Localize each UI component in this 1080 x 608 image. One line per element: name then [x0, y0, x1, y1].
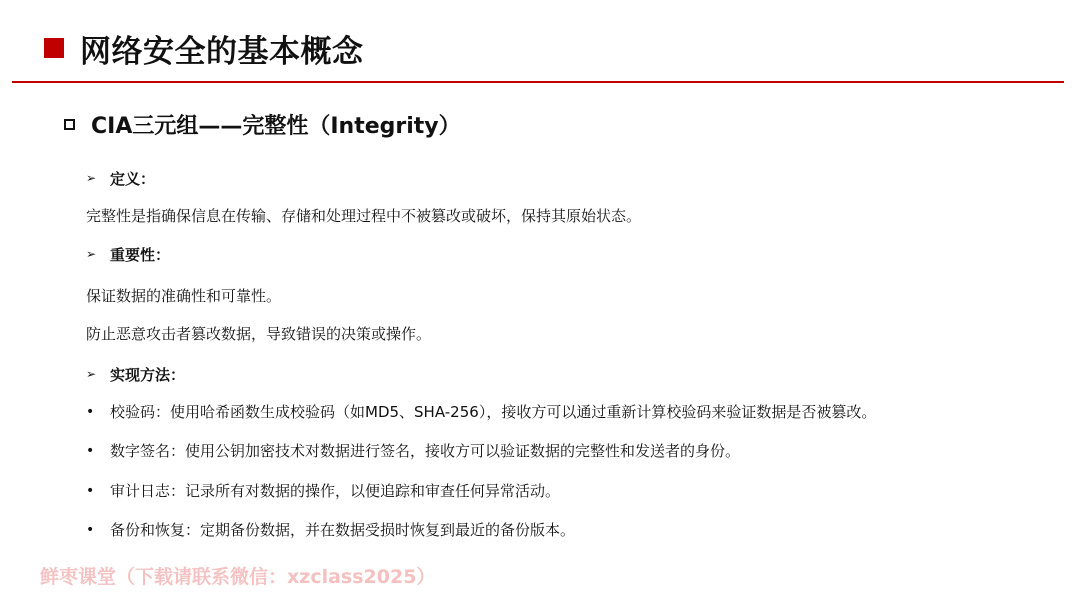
definition-heading-text: 定义：: [110, 169, 156, 188]
slide-title-text: 网络安全的基本概念: [80, 33, 364, 70]
importance-line: 防止恶意攻击者篡改数据，导致错误的决策或操作。: [86, 325, 432, 343]
bullet-dot-icon: •: [86, 522, 95, 538]
method-item-text: 校验码：使用哈希函数生成校验码（如MD5、SHA-256），接收方可以通过重新计算校验码来验证数据是否被篡改。: [110, 403, 877, 421]
method-item-text: 备份和恢复：定期备份数据，并在数据受损时恢复到最近的备份版本。: [110, 521, 576, 539]
definition-heading: [0, 166, 1080, 190]
slide-title: [44, 26, 364, 70]
importance-line: 保证数据的准确性和可靠性。: [86, 287, 282, 305]
method-list-item: [86, 479, 560, 503]
method-list-item: [86, 439, 740, 463]
red-square-icon: [44, 38, 64, 58]
title-divider: [12, 81, 1064, 83]
method-list-item: [86, 400, 876, 424]
importance-heading-text: 重要性：: [110, 245, 171, 264]
arrow-right-icon: ➢: [86, 367, 97, 381]
arrow-right-icon: ➢: [86, 247, 97, 261]
watermark: 鲜枣课堂（下载请联系微信：xzclass2025）: [40, 566, 436, 588]
hollow-square-icon: [64, 119, 75, 130]
bullet-dot-icon: •: [86, 443, 95, 459]
importance-heading: [0, 242, 1080, 266]
definition-text: 完整性是指确保信息在传输、存储和处理过程中不被篡改或破坏，保持其原始状态。: [86, 207, 642, 225]
method-item-text: 数字签名：使用公钥加密技术对数据进行签名，接收方可以验证数据的完整性和发送者的身份。: [110, 442, 741, 460]
section-subtitle: [64, 106, 461, 142]
method-list-item: [86, 518, 575, 542]
methods-heading: [0, 362, 1080, 386]
bullet-dot-icon: •: [86, 483, 95, 499]
arrow-right-icon: ➢: [86, 171, 97, 185]
subtitle-text: CIA三元组——完整性（Integrity）: [91, 113, 461, 139]
method-item-text: 审计日志：记录所有对数据的操作，以便追踪和审查任何异常活动。: [110, 482, 561, 500]
methods-heading-text: 实现方法：: [110, 365, 186, 384]
bullet-dot-icon: •: [86, 404, 95, 420]
